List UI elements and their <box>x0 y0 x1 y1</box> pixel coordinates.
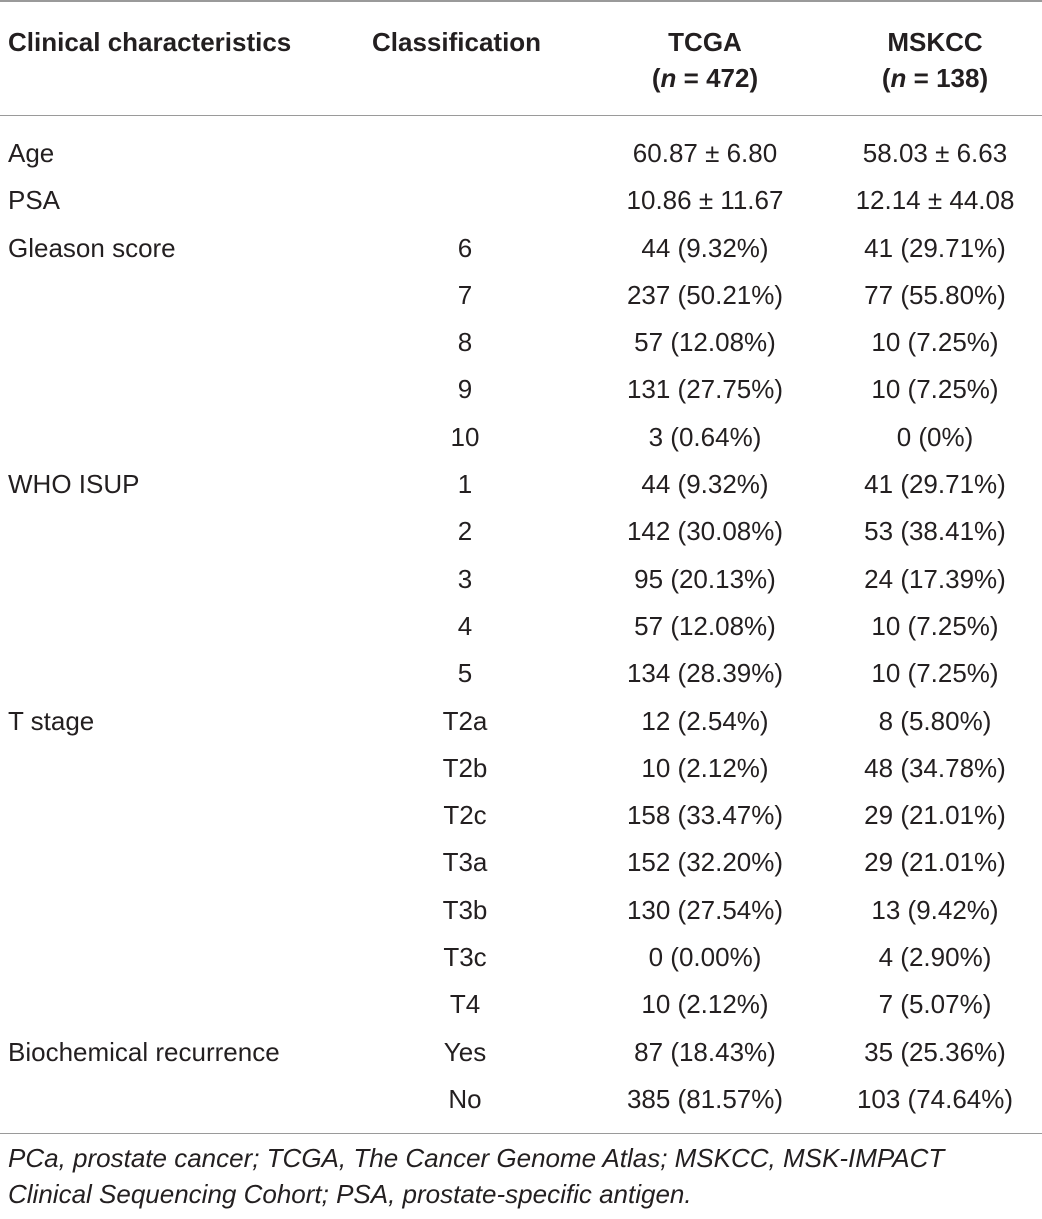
row-classification: T2b <box>442 752 488 783</box>
row-tcga-value: 44 (9.32%) <box>641 469 769 500</box>
table-row <box>0 177 1042 224</box>
row-mskcc-value: 48 (34.78%) <box>864 752 1006 783</box>
row-classification: T3b <box>442 894 488 925</box>
row-mskcc-value: 24 (17.39%) <box>864 563 1006 594</box>
table-row <box>0 225 1042 272</box>
row-classification: T3c <box>443 942 487 973</box>
row-classification: 6 <box>457 232 473 263</box>
row-mskcc-value: 41 (29.71%) <box>864 469 1006 500</box>
row-classification: 8 <box>457 327 473 358</box>
row-tcga-value: 12 (2.54%) <box>641 705 769 736</box>
row-tcga-value: 57 (12.08%) <box>634 327 776 358</box>
table-row <box>0 319 1042 366</box>
row-tcga-value: 385 (81.57%) <box>626 1083 784 1114</box>
row-mskcc-value: 4 (2.90%) <box>878 942 992 973</box>
row-mskcc-value: 13 (9.42%) <box>871 894 999 925</box>
row-classification: 7 <box>457 279 473 310</box>
row-tcga-value: 130 (27.54%) <box>626 894 784 925</box>
table-row <box>0 650 1042 697</box>
header-tcga-n <box>590 60 820 96</box>
table-row <box>0 1029 1042 1076</box>
row-tcga-value: 0 (0.00%) <box>648 942 762 973</box>
table-row <box>0 934 1042 981</box>
row-classification: T3a <box>442 847 488 878</box>
row-classification: 10 <box>450 421 480 452</box>
row-mskcc-value: 10 (7.25%) <box>871 327 999 358</box>
row-classification: 5 <box>457 658 473 689</box>
row-tcga-value: 131 (27.75%) <box>626 374 784 405</box>
row-mskcc-value: 29 (21.01%) <box>864 847 1006 878</box>
row-mskcc-value: 12.14 ± 44.08 <box>855 185 1015 216</box>
header-tcga-n-open: ( <box>651 63 661 93</box>
row-label: WHO ISUP <box>8 469 140 500</box>
header-classification: Classification <box>372 27 542 57</box>
row-classification: No <box>448 1083 482 1114</box>
table-row <box>0 414 1042 461</box>
row-label: Biochemical recurrence <box>8 1036 280 1067</box>
footnote-line-1: PCa, prostate cancer; TCGA, The Cancer Genome Atlas; MSKCC, MSK-IMPACT <box>8 1143 945 1173</box>
table-row <box>0 603 1042 650</box>
table-row <box>0 887 1042 934</box>
header-mskcc-n-close: ) <box>979 63 989 93</box>
row-mskcc-value: 77 (55.80%) <box>864 279 1006 310</box>
row-mskcc-value: 53 (38.41%) <box>864 516 1006 547</box>
header-mskcc-n <box>830 60 1040 96</box>
header-tcga-n-symbol: n <box>660 63 677 93</box>
row-mskcc-value: 10 (7.25%) <box>871 374 999 405</box>
row-tcga-value: 237 (50.21%) <box>626 279 784 310</box>
table-row <box>0 745 1042 792</box>
table-row <box>0 792 1042 839</box>
row-tcga-value: 87 (18.43%) <box>634 1036 776 1067</box>
table-row <box>0 461 1042 508</box>
row-tcga-value: 158 (33.47%) <box>626 800 784 831</box>
row-mskcc-value: 8 (5.80%) <box>878 705 992 736</box>
row-classification: T2c <box>443 800 487 831</box>
row-mskcc-value: 103 (74.64%) <box>856 1083 1014 1114</box>
row-tcga-value: 152 (32.20%) <box>626 847 784 878</box>
header-divider <box>0 115 1042 116</box>
table-row <box>0 1076 1042 1123</box>
row-tcga-value: 10 (2.12%) <box>641 752 769 783</box>
row-classification: Yes <box>443 1036 487 1067</box>
header-clinical-characteristics: Clinical characteristics <box>8 27 292 57</box>
row-tcga-value: 57 (12.08%) <box>634 610 776 641</box>
row-classification: 1 <box>457 469 473 500</box>
table-row <box>0 556 1042 603</box>
row-mskcc-value: 0 (0%) <box>896 421 974 452</box>
row-classification: 4 <box>457 610 473 641</box>
table-row <box>0 698 1042 745</box>
header-mskcc-n-open: ( <box>881 63 891 93</box>
row-label: Gleason score <box>8 232 176 263</box>
row-mskcc-value: 41 (29.71%) <box>864 232 1006 263</box>
header-tcga-title: TCGA <box>668 27 742 57</box>
row-label: PSA <box>8 185 61 216</box>
table-bottom-divider <box>0 1133 1042 1134</box>
row-mskcc-value: 29 (21.01%) <box>864 800 1006 831</box>
row-tcga-value: 95 (20.13%) <box>634 563 776 594</box>
row-label: T stage <box>8 705 95 736</box>
row-tcga-value: 134 (28.39%) <box>626 658 784 689</box>
row-label: Age <box>8 138 55 168</box>
header-mskcc-title: MSKCC <box>887 27 983 57</box>
row-tcga-value: 3 (0.64%) <box>648 421 762 452</box>
footnote-line-2: Clinical Sequencing Cohort; PSA, prostate-specific antigen. <box>8 1179 692 1209</box>
row-tcga-value: 10.86 ± 11.67 <box>626 185 784 216</box>
table-row <box>0 508 1042 555</box>
row-tcga-value: 142 (30.08%) <box>626 516 784 547</box>
row-classification: 9 <box>457 374 473 405</box>
table-row <box>0 130 1042 177</box>
header-tcga-n-close: ) <box>749 63 759 93</box>
table-header <box>0 0 1042 117</box>
table-row <box>0 981 1042 1028</box>
table-footnote <box>8 1140 1038 1212</box>
row-mskcc-value: 10 (7.25%) <box>871 610 999 641</box>
row-classification: 3 <box>457 563 473 594</box>
header-mskcc-n-value: 138 <box>936 63 980 93</box>
header-mskcc <box>830 24 1040 96</box>
row-mskcc-value: 35 (25.36%) <box>864 1036 1006 1067</box>
table-row <box>0 366 1042 413</box>
header-mskcc-n-symbol: n <box>890 63 907 93</box>
row-mskcc-value: 7 (5.07%) <box>878 989 992 1020</box>
header-tcga-n-value: 472 <box>706 63 750 93</box>
row-classification: T4 <box>449 989 481 1020</box>
row-classification: 2 <box>457 516 473 547</box>
row-tcga-value: 10 (2.12%) <box>641 989 769 1020</box>
table-row <box>0 272 1042 319</box>
table-body <box>0 130 1042 1123</box>
row-mskcc-value: 58.03 ± 6.63 <box>862 138 1008 168</box>
row-classification: T2a <box>442 705 488 736</box>
row-mskcc-value: 10 (7.25%) <box>871 658 999 689</box>
row-tcga-value: 60.87 ± 6.80 <box>632 138 778 168</box>
table-row <box>0 839 1042 886</box>
row-tcga-value: 44 (9.32%) <box>641 232 769 263</box>
header-mskcc-n-eq: = <box>906 63 937 93</box>
header-tcga <box>590 24 820 96</box>
header-tcga-n-eq: = <box>676 63 707 93</box>
